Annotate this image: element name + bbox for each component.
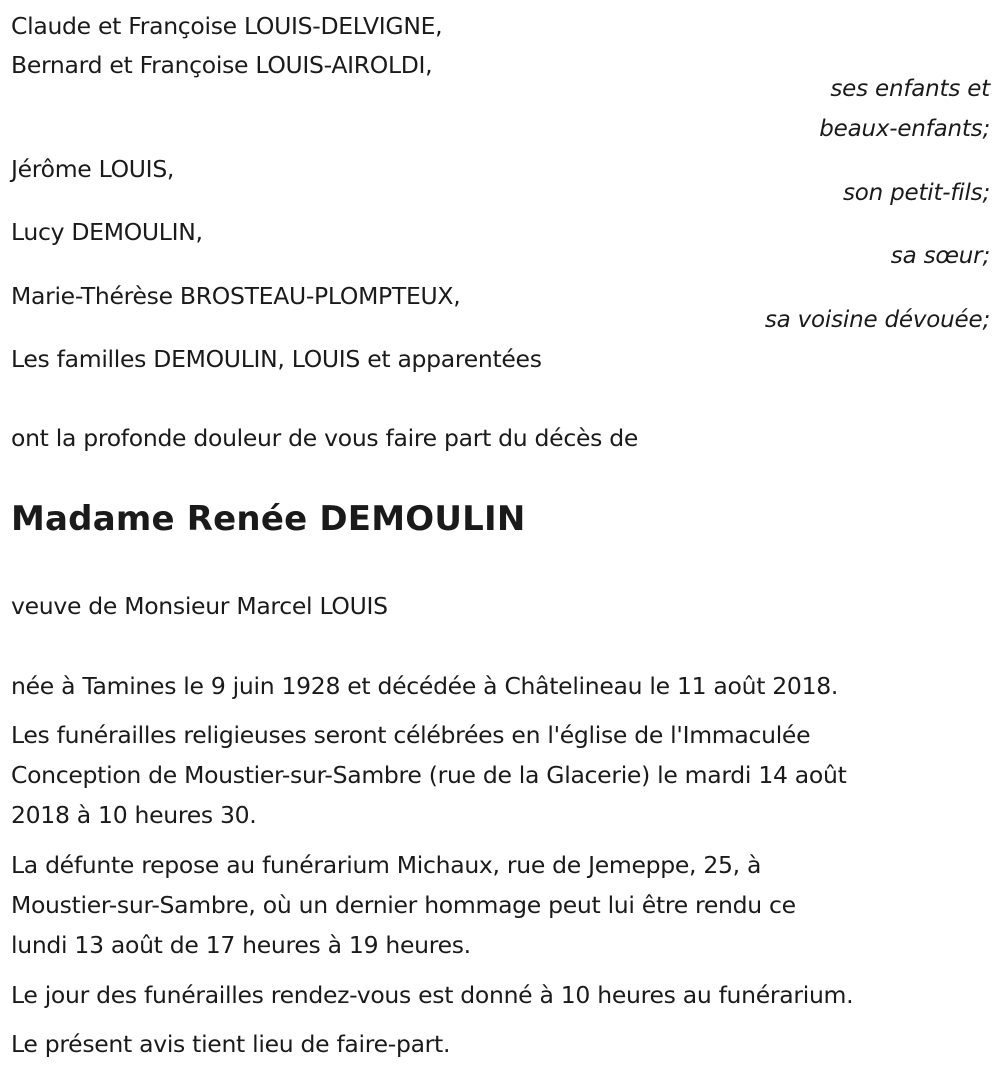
meeting-line: Le jour des funérailles rendez-vous est donné à 10 heures au funérarium. — [11, 981, 854, 1009]
repose-line-1: La défunte repose au funérarium Michaux, rue de Jemeppe, 25, à — [11, 851, 762, 879]
spouse-line: veuve de Monsieur Marcel LOUIS — [11, 592, 388, 620]
relation-neighbor: sa voisine dévouée; — [764, 307, 990, 333]
family-line-1: Claude et Françoise LOUIS-DELVIGNE, — [11, 12, 443, 40]
family-line-6: Les familles DEMOULIN, LOUIS et apparentées — [11, 345, 542, 373]
deceased-name: Madame Renée DEMOULIN — [11, 499, 526, 539]
funeral-line-2: Conception de Moustier-sur-Sambre (rue de la Glacerie) le mardi 14 août — [11, 761, 847, 789]
relation-children-a: ses enfants et — [830, 76, 990, 102]
repose-line-3: lundi 13 août de 17 heures à 19 heures. — [11, 931, 471, 959]
funeral-line-1: Les funérailles religieuses seront célébrées en l'église de l'Immaculée — [11, 721, 811, 749]
announcement: ont la profonde douleur de vous faire part du décès de — [11, 424, 638, 452]
relation-grandson: son petit-fils; — [842, 180, 990, 206]
family-line-3: Jérôme LOUIS, — [11, 155, 175, 183]
family-line-4: Lucy DEMOULIN, — [11, 218, 203, 246]
funeral-line-3: 2018 à 10 heures 30. — [11, 801, 257, 829]
relation-sister: sa sœur; — [890, 243, 990, 269]
family-line-2: Bernard et Françoise LOUIS-AIROLDI, — [11, 51, 433, 79]
relation-children-b: beaux-enfants; — [819, 116, 990, 142]
birth-death-line: née à Tamines le 9 juin 1928 et décédée à Châtelineau le 11 août 2018. — [11, 672, 839, 700]
repose-line-2: Moustier-sur-Sambre, où un dernier hommage peut lui être rendu ce — [11, 891, 796, 919]
notice-line: Le présent avis tient lieu de faire-part. — [11, 1030, 451, 1058]
family-line-5: Marie-Thérèse BROSTEAU-PLOMPTEUX, — [11, 282, 461, 310]
